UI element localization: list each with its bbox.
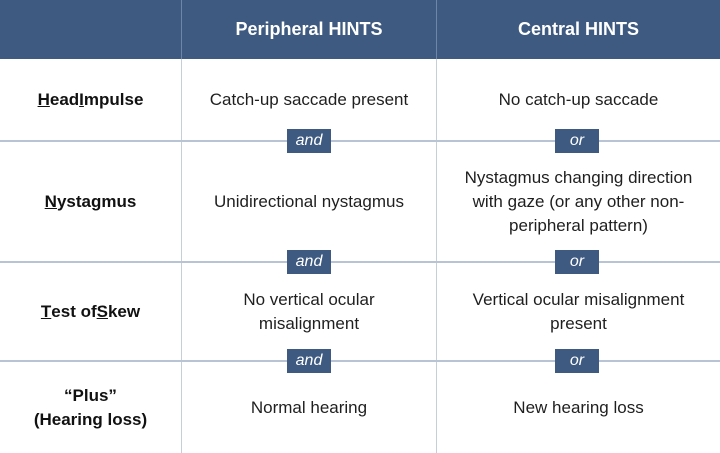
central-head-impulse: No catch-up saccade (498, 89, 659, 109)
row-label-test-of-skew (0, 263, 181, 360)
peripheral-hearing: Normal hearing (250, 397, 368, 417)
mnemonic-letter: I (79, 89, 84, 109)
connector-or: or (555, 129, 599, 153)
mnemonic-letter: T (40, 301, 52, 321)
label-text: ead (49, 89, 80, 109)
central-hearing: New hearing loss (513, 397, 644, 417)
header-peripheral: Peripheral HINTS (235, 19, 383, 39)
label-text: mpulse (83, 89, 144, 109)
header-central: Central HINTS (517, 19, 640, 39)
connector-and: and (287, 250, 331, 274)
connector-or: or (555, 349, 599, 373)
peripheral-nystagmus: Unidirectional nystagmus (214, 191, 404, 211)
label-text: ystagmus (56, 191, 137, 211)
label-text: “Plus” (Hearing loss) (33, 385, 148, 429)
header-empty-cell (0, 0, 181, 59)
mnemonic-letter: H (37, 89, 50, 109)
row-label-nystagmus (0, 142, 181, 261)
peripheral-head-impulse: Catch-up saccade present (209, 89, 409, 109)
central-nystagmus: Nystagmus changing direction with gaze (or any other non- peripheral pattern) (464, 167, 693, 235)
connector-or: or (555, 250, 599, 274)
label-text: kew (107, 301, 141, 321)
mnemonic-letter: S (96, 301, 108, 321)
row-label-plus-hearing-loss (0, 362, 181, 453)
mnemonic-letter: N (44, 191, 57, 211)
connector-and: and (287, 349, 331, 373)
row-label-head-impulse (0, 59, 181, 140)
central-test-of-skew: Vertical ocular misalignment present (472, 289, 685, 333)
connector-and: and (287, 129, 331, 153)
label-text: est of (51, 301, 97, 321)
peripheral-test-of-skew: No vertical ocular misalignment (243, 289, 375, 333)
